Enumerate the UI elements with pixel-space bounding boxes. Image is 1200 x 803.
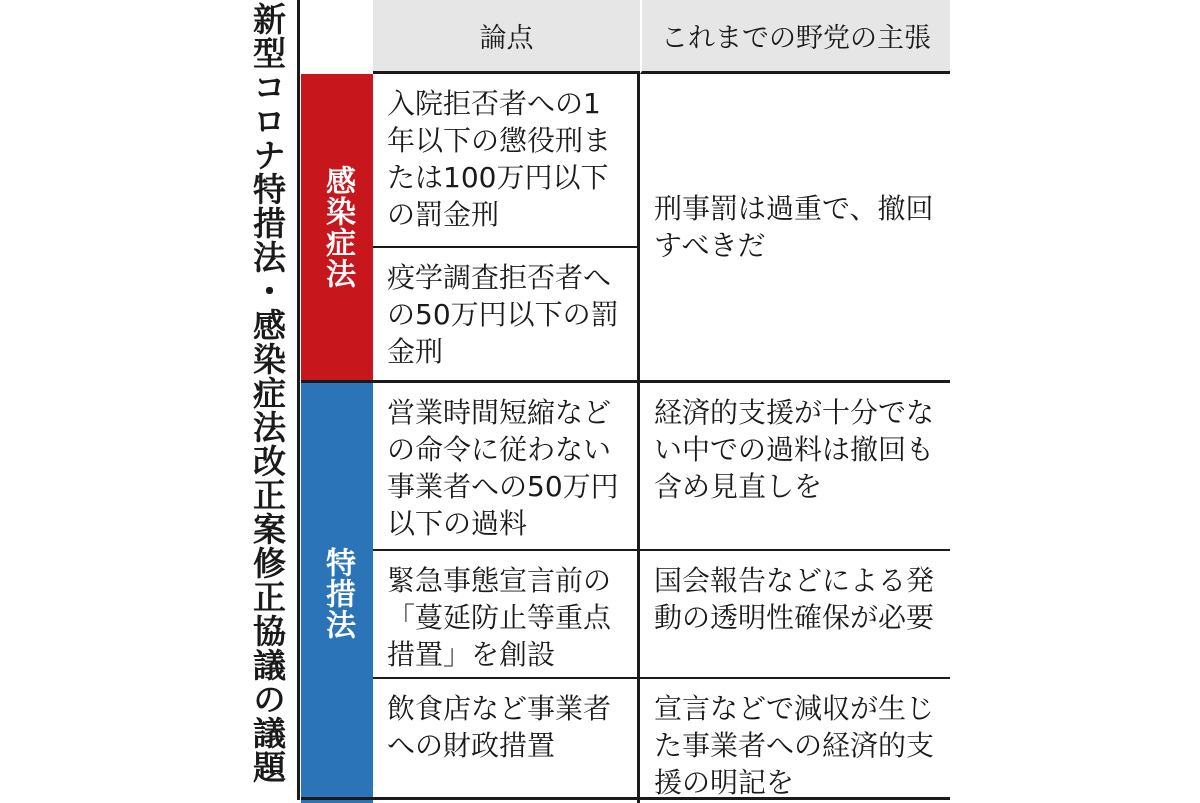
band-label-infection-law (301, 74, 373, 380)
table-cell-opposition: 宣言などで減収が生じた事業者への経済的支援の明記を (640, 677, 950, 803)
table-header-row (301, 0, 950, 74)
band-body (373, 383, 950, 803)
band-label-text: 感染症法 (320, 165, 355, 289)
header-opposition: これまでの野党の主張 (640, 0, 950, 74)
header-issue: 論点 (373, 0, 640, 74)
issue-column (373, 74, 640, 380)
header-spacer (301, 0, 373, 74)
comparison-table (301, 0, 950, 800)
table-cell-issue: 緊急事態宣言前の「蔓延防止等重点措置」を創設 (373, 549, 637, 677)
table-cell-issue: 入院拒否者への1年以下の懲役刑または100万円以下の罰金刑 (387, 87, 612, 231)
band-label-special-measures-law (301, 383, 373, 803)
table-cell-issue: 飲食店など事業者への財政措置 (373, 677, 637, 803)
table-cell-opposition: 国会報告などによる発動の透明性確保が必要 (640, 549, 950, 677)
table-cell-issue: 営業時間短縮などの命令に従わない事業者への50万円以下の過料 (387, 396, 619, 540)
issue-column (373, 383, 640, 803)
table-band-special-measures-law (301, 383, 950, 803)
table-band-infection-law (301, 74, 950, 380)
title-rail (238, 0, 300, 800)
table-cell-issue: 疫学調査拒否者への50万円以下の罰金刑 (373, 246, 637, 380)
page-title: 新型コロナ特措法・感染症法改正案修正協議の議題 (248, 2, 287, 784)
table-cell-opposition: 刑事罰は過重で、撤回すべきだ (654, 192, 934, 262)
band-label-text: 特措法 (320, 546, 355, 640)
table-cell-opposition: 経済的支援が十分でない中での過料は撤回も含め見直しを (654, 396, 935, 503)
opposition-column (640, 383, 950, 803)
opposition-column (640, 74, 950, 380)
band-body (373, 74, 950, 380)
